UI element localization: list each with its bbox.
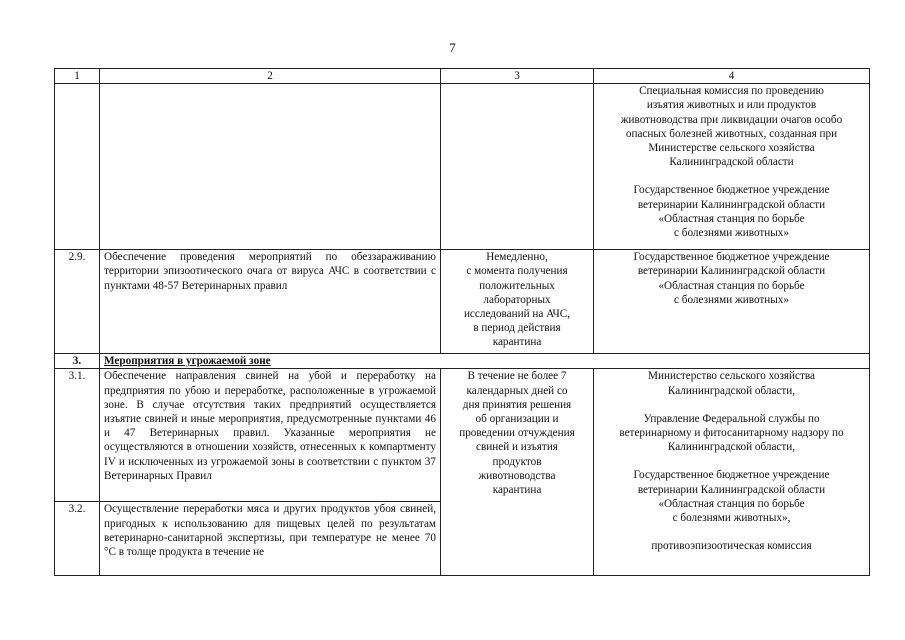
header-col-2: 2	[100, 69, 441, 84]
section-title: Мероприятия в угрожаемой зоне	[100, 354, 870, 369]
measure-text: Обеспечение направления свиней на убой и переработку на предприятия по убою и переработке, расположенные в угрожаемой зоне. В случае отсутствия таких предприятий осуществляется изъятие свиней и иные мероприятия, предусмотренные пунктами 46 и 47 Ветеринарных правил. Указанные мероприятия не осуществляются в отношении хозяйств, отнесенных к компартменту IV и исключенных из угрожаемой зоны в соответствии с пунктом 37 Ветеринарных Правил	[100, 369, 441, 502]
continuation-row	[55, 84, 870, 250]
table-header-row	[55, 69, 870, 84]
section-number: 3.	[55, 354, 100, 369]
executor-cell: Государственное бюджетное учреждение ветеринарии Калининградской области «Областная станция по борьбе с болезнями животных»	[594, 250, 870, 354]
table-row	[55, 250, 870, 354]
term-cell: Немедленно, с момента получения положительных лабораторных исследований на АЧС, в период действия карантина	[441, 250, 594, 354]
page-number: 7	[449, 40, 456, 55]
term-cell: В течение не более 7 календарных дней со дня принятия решения об организации и проведении отчуждения свиней и изъятия продуктов животноводства карантина	[441, 369, 594, 576]
measures-table	[54, 68, 870, 576]
measure-text: Обеспечение проведения мероприятий по обеззараживанию территории эпизоотического очага от вируса АЧС в соответствии с пунктами 48-57 Ветеринарных правил	[100, 250, 441, 354]
executor-cell: Министерство сельского хозяйства Калининградской области, Управление Федеральной службы по ветеринарному и фитосанитарному надзору по Калининградской области, Государственное бюджетное учреждение ветеринарии Калининградской области «Областная станция по борьбе с болезнями животных», противоэпизоотическая комиссия	[594, 369, 870, 576]
table-row	[55, 369, 870, 502]
row-number: 3.2.	[55, 502, 100, 576]
header-col-1: 1	[55, 69, 100, 84]
row-number: 3.1.	[55, 369, 100, 502]
header-col-3: 3	[441, 69, 594, 84]
section-row	[55, 354, 870, 369]
row-number: 2.9.	[55, 250, 100, 354]
continuation-executors: Специальная комиссия по проведению изъятия животных и или продуктов животноводства при ликвидации очагов особо опасных болезней животных, созданная при Министерстве сельского хозяйства Калининградской области Государственное бюджетное учреждение ветеринарии Калининградской области «Областная станция по борьбе с болезнями животных»	[594, 84, 870, 250]
header-col-4: 4	[594, 69, 870, 84]
measure-text: Осуществление переработки мяса и других продуктов убоя свиней, пригодных к использованию для пищевых целей по результатам ветеринарно-санитарной экспертизы, при температуре не менее 70 °С в толще продукта в течение не	[100, 502, 441, 576]
